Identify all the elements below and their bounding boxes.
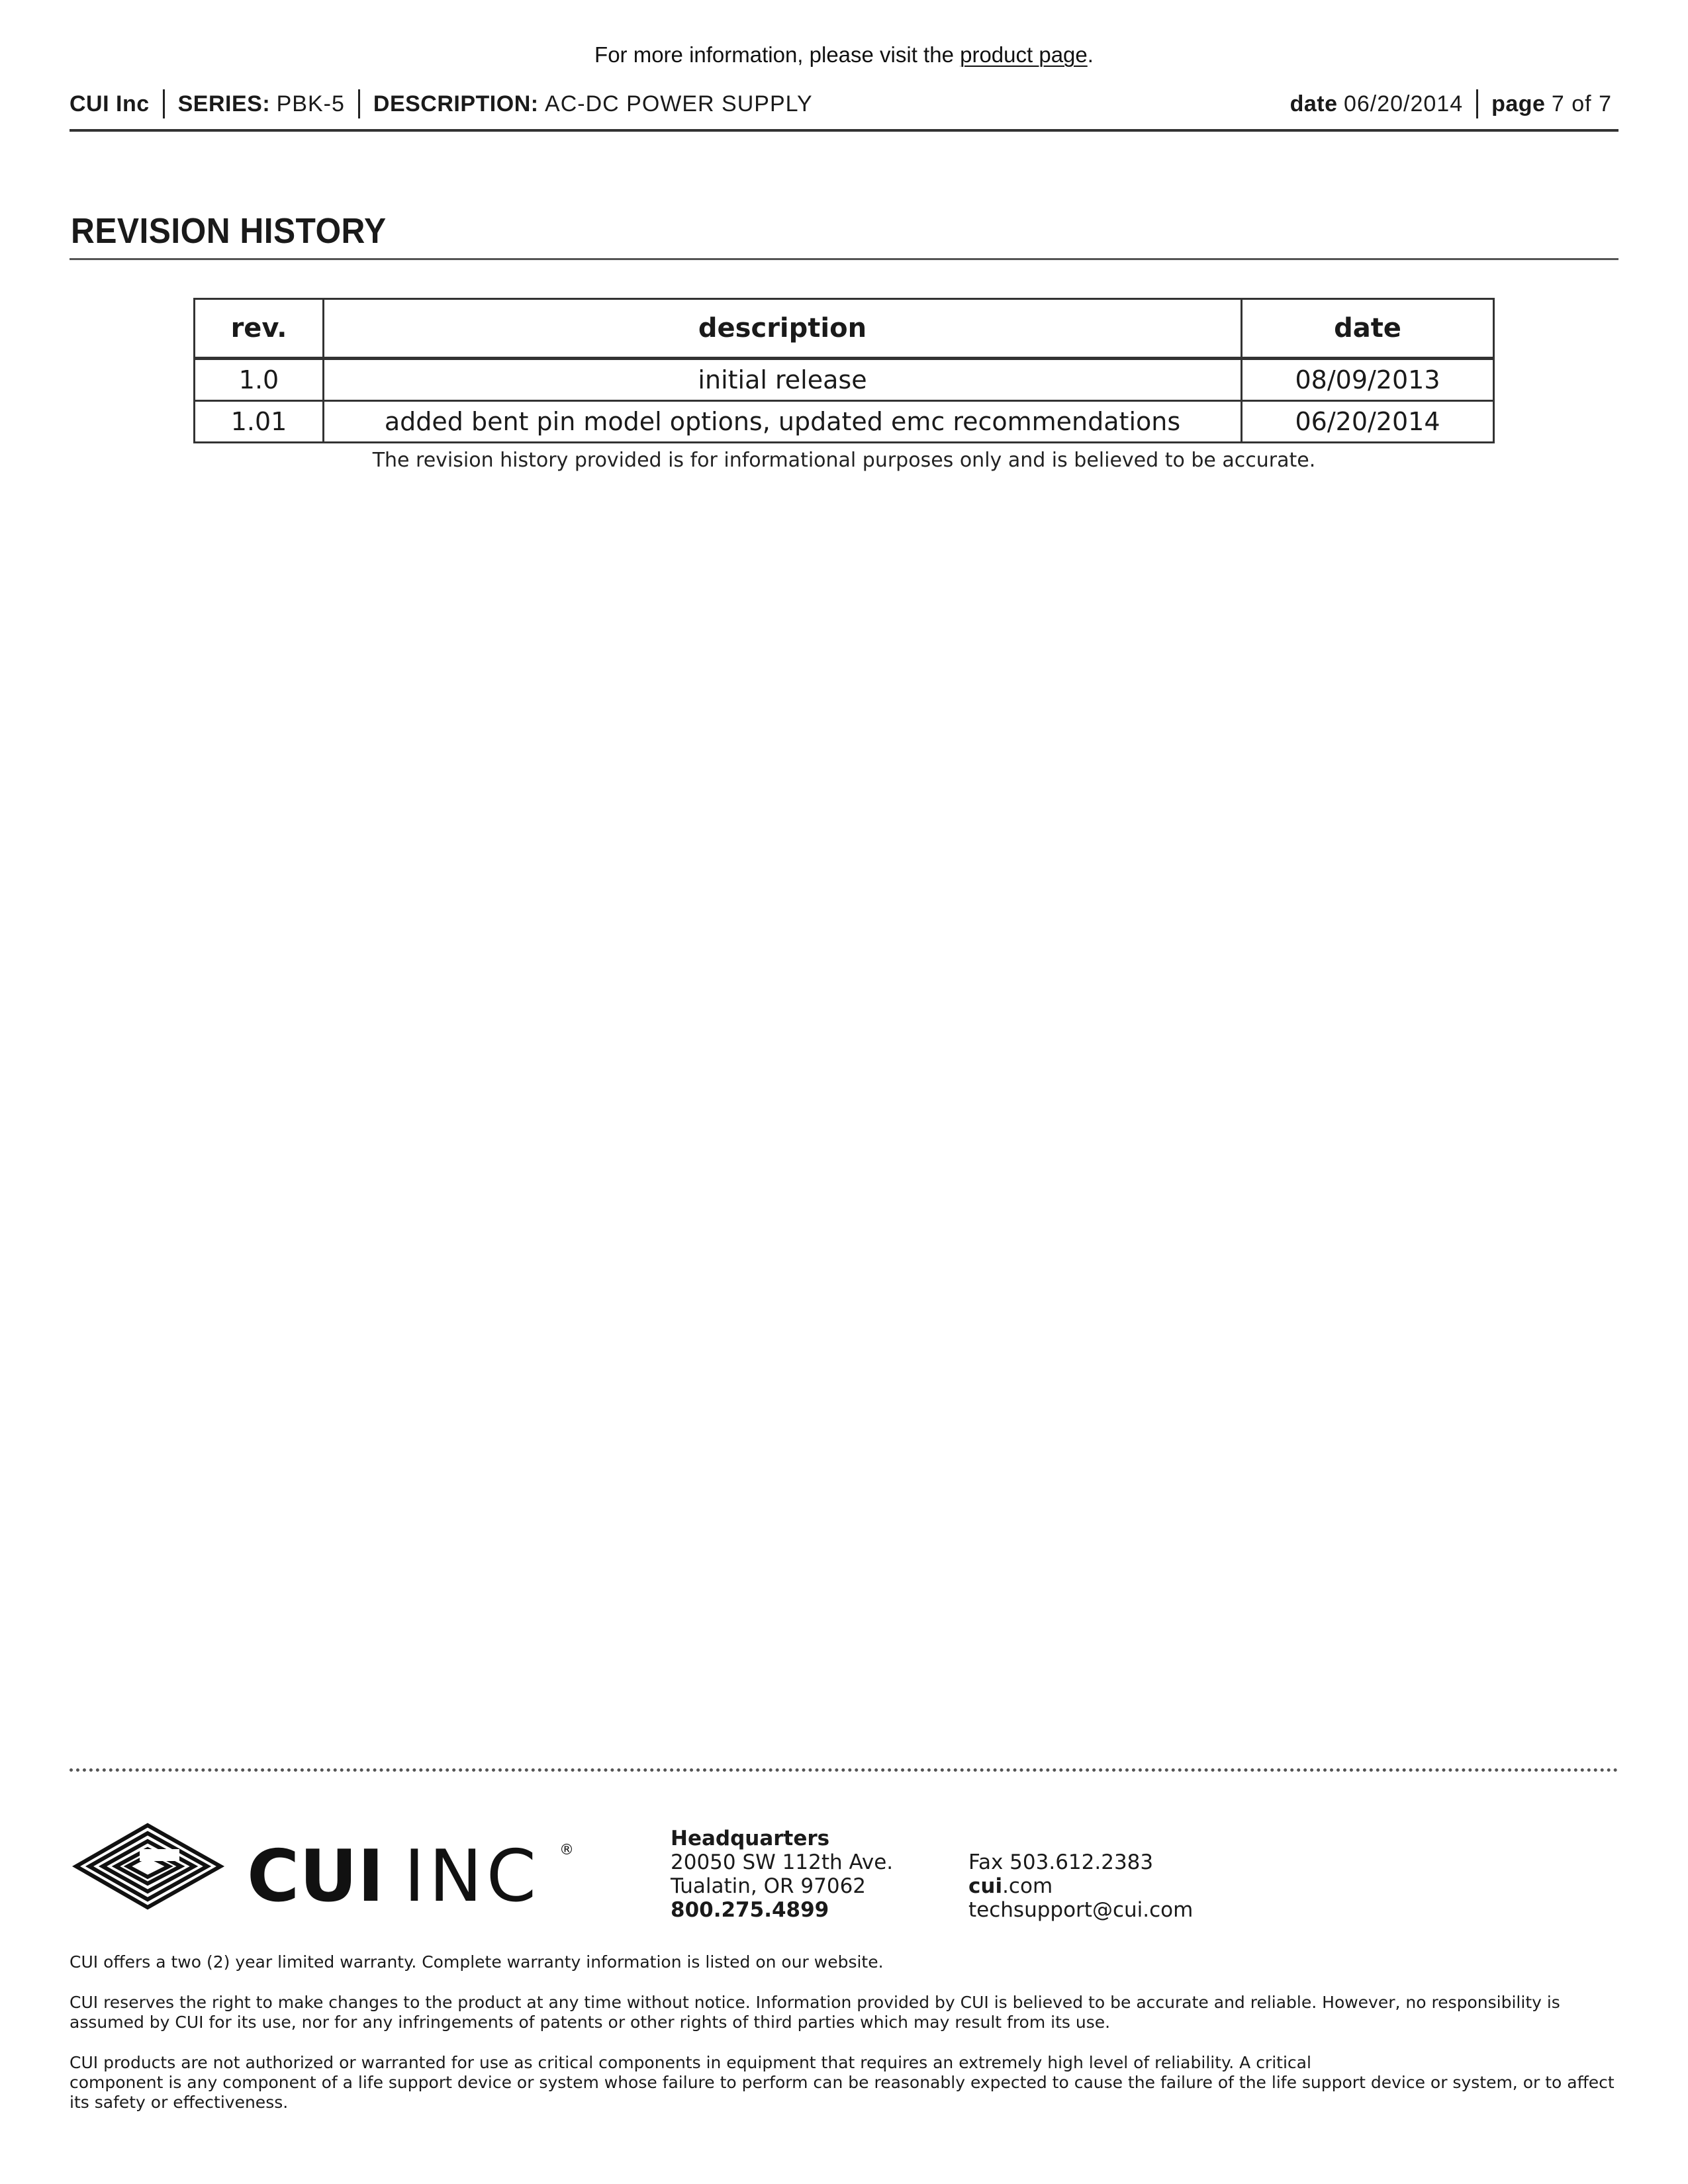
headquarters-block [671,1827,893,1922]
page-value: 7 of 7 [1551,91,1612,116]
disclaimer-text: CUI reserves the right to make changes to the product at any time without notice. Information provided by CUI is believed to be accurate and reliable. However, no responsibility is assumed by CUI for its use, nor for any infringements of patents or other rights of third parties which may result from its use. [70,1993,1560,2032]
header-divider [358,89,360,118]
table-note: The revision history provided is for informational purposes only and is believed to be accurate. [372,449,1316,472]
date-label: date [1289,91,1338,116]
table-row [195,401,1494,443]
critical-use-line-2: component is any component of a life support device or system whose failure to perform can be reasonably expected to cause the failure of the life support device or system, or to affect its safety or effectiveness. [70,2073,1615,2112]
table-row [195,359,1494,401]
series-value: PBK-5 [276,91,345,116]
cell-rev: 1.01 [195,401,324,443]
cui-logo [70,1820,586,1926]
info-line-suffix: . [1087,42,1094,67]
registered-mark: ® [559,1842,574,1858]
cell-date: 08/09/2013 [1242,359,1494,401]
section-title: REVISION HISTORY [71,211,387,251]
critical-use-line-1: CUI products are not authorized or warranted for use as critical components in equipment that requires an extremely high level of reliability. A critical [70,2053,1311,2072]
warranty-text: CUI offers a two (2) year limited warranty. Complete warranty information is listed on our website. [70,1952,884,1972]
fax-number: Fax 503.612.2383 [968,1850,1154,1874]
cell-description: added bent pin model options, updated emc recommendations [324,401,1242,443]
description-label: DESCRIPTION: [373,91,539,116]
date-value: 06/20/2014 [1343,91,1464,116]
info-line [0,42,1688,68]
table-header-row [195,299,1494,359]
column-header-date: date [1242,299,1494,359]
logo-mark-notch [140,1849,179,1861]
header-divider [1476,89,1478,118]
logo-text-bold: CUI [247,1835,385,1918]
header-left [70,87,813,120]
page-label: page [1491,91,1546,116]
series-label: SERIES: [177,91,271,116]
company-name: CUI Inc [70,91,150,116]
website-link[interactable] [968,1874,1193,1898]
support-email[interactable]: techsupport@cui.com [968,1898,1194,1922]
critical-use-text [70,2053,1618,2113]
hq-title: Headquarters [671,1827,830,1850]
cell-description: initial release [324,359,1242,401]
header-divider [163,89,165,118]
website-suffix: .com [1002,1874,1053,1898]
section-rule [70,258,1618,260]
description-value: AC-DC POWER SUPPLY [545,91,813,116]
cell-date: 06/20/2014 [1242,401,1494,443]
product-page-link[interactable]: product page [960,42,1088,67]
logo-text-light: INC [404,1835,541,1918]
info-line-prefix: For more information, please visit the [594,42,961,67]
revision-table [193,298,1495,443]
cui-logo-mark-icon [76,1825,220,1907]
footer-divider [70,1768,1618,1772]
contact-block [968,1850,1193,1922]
header-rule [70,129,1618,132]
column-header-rev: rev. [195,299,324,359]
hq-address-line-1: 20050 SW 112th Ave. [671,1850,894,1874]
website-brand: cui [968,1874,1003,1898]
hq-address-line-2: Tualatin, OR 97062 [671,1874,867,1898]
column-header-description: description [324,299,1242,359]
hq-phone: 800.275.4899 [671,1898,829,1922]
header-right [1290,87,1612,120]
cell-rev: 1.0 [195,359,324,401]
